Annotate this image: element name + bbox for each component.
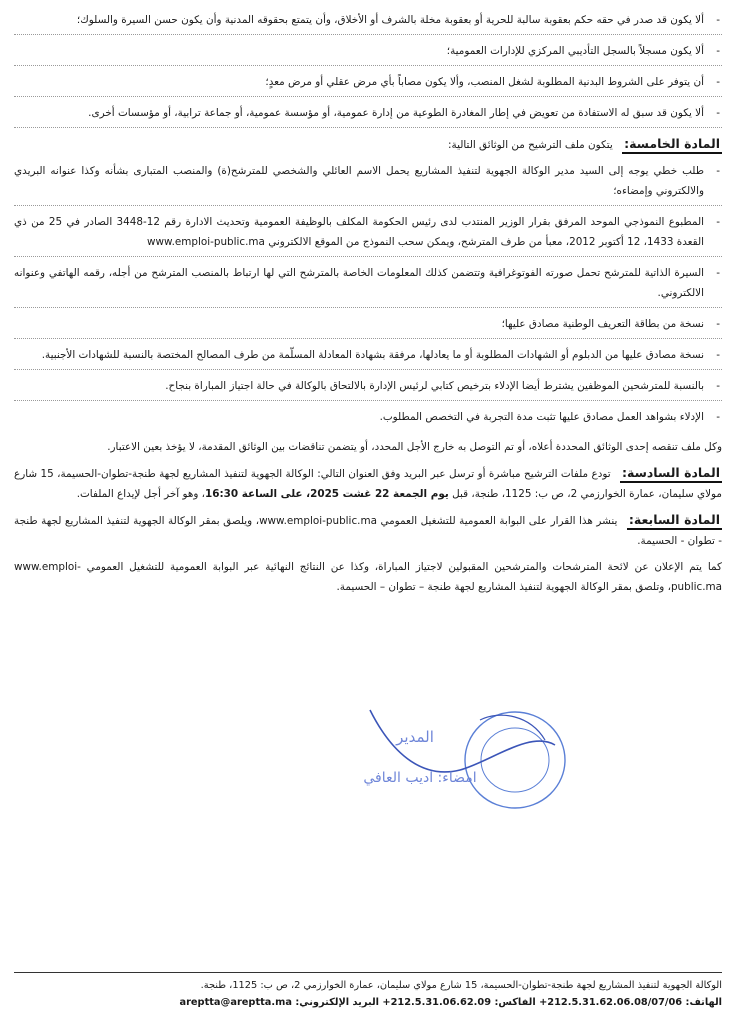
article-5-intro: يتكون ملف الترشيح من الوثائق التالية:	[448, 139, 613, 151]
article-6-deadline: يوم الجمعة 22 غشت 2025، على الساعة 16:30	[205, 488, 449, 500]
article-7-announcement: كما يتم الإعلان عن لائحة المترشحات والمترشحين المقبولين لاجتياز المباراة، وكذا عن النتائج النهائية عبر البوابة العمومية للتشغيل العمومي www.emploi-public.ma، وتلصق بمقر الوكالة الجهوية لتنفيذ المشاريع لجهة طنجة – تطوان – الحسيمة.	[14, 561, 722, 593]
document-list-item: - طلب خطي يوجه إلى السيد مدير الوكالة الجهوية لتنفيذ المشاريع يحمل الاسم العائلي والشخصي للمترشح(ة) والمنصب المتبارى بشأنه وكذا عنوانه البريدي والالكتروني وإمضاءه؛	[14, 161, 722, 206]
article-7-heading: المادة السابعة:	[627, 512, 722, 530]
article-6-heading: المادة السادسة:	[620, 465, 722, 483]
condition-item: - ألا يكون قد سبق له الاستفادة من تعويض في إطار المغادرة الطوعية من إدارة عمومية، أو مؤسسة عمومية، أو جماعة ترابية، أو مؤسسات أخرى.	[14, 103, 722, 128]
signature-stamp-area	[300, 690, 600, 820]
signature-name: امضاء: اديب العافي	[363, 770, 477, 786]
document-list-item: - السيرة الذاتية للمترشح تحمل صورته الفوتوغرافية وتتضمن كذلك المعلومات الخاصة بالمترشح التي لها ارتباط بالمنصب المترشح من أجله، رقمه الهاتفي وعنوانه الالكتروني.	[14, 263, 722, 308]
document-list-item: - نسخة من بطاقة التعريف الوطنية مصادق عليها؛	[14, 314, 722, 339]
article-7-text: ينشر هذا القرار على البوابة العمومية للتشغيل العمومي www.emploi-public.ma، ويلصق بمقر الوكالة الجهوية لتنفيذ المشاريع لجهة طنجة - تطوان - الحسيمة.	[14, 515, 722, 547]
page-footer	[14, 972, 722, 1011]
document-body	[14, 10, 722, 603]
stamp-outer-ring	[465, 712, 565, 808]
document-list-item: - بالنسبة للمترشحين الموظفين يشترط أيضا الإدلاء بترخيص كتابي لرئيس الإدارة بالالتحاق بالوكالة في حالة اجتياز المباراة بنجاح.	[14, 376, 722, 401]
footer-address: الوكالة الجهوية لتنفيذ المشاريع لجهة طنجة-تطوان-الحسيمة، 15 شارع مولاي سليمان، عمارة الخوارزمي 2، ص ب: 1125، طنجة.	[200, 980, 722, 991]
article-6	[14, 463, 722, 504]
condition-item: - أن يتوفر على الشروط البدنية المطلوبة لشغل المنصب، وألا يكون مصاباً بأي مرض عقلي أو مرض معدٍ؛	[14, 72, 722, 97]
signature-title: المدير	[396, 728, 434, 746]
article-7	[14, 510, 722, 551]
article-5-heading: المادة الخامسة:	[622, 136, 722, 154]
document-list-item: - الإدلاء بشواهد العمل مصادق عليها تثبت مدة التجربة في التخصص المطلوب.	[14, 407, 722, 431]
stamp-inner-ring	[481, 728, 549, 792]
article-5	[14, 134, 722, 155]
article-6-text: تودع ملفات الترشيح مباشرة أو ترسل عبر البريد وفق العنوان التالي: الوكالة الجهوية لتنفيذ المشاريع لجهة طنجة-تطوان-الحسيمة، 15 شارع مولاي سليمان، عمارة الخوارزمي 2، ص ب: 1125، طنجة، قبل	[14, 468, 722, 500]
document-list-item: - نسخة مصادق عليها من الدبلوم أو الشهادات المطلوبة أو ما يعادلها، مرفقة بشهادة المعادلة المسلّمة من طرف المصالح المختصة بالنسبة للشهادات الأجنبية.	[14, 345, 722, 370]
condition-item: - ألا يكون قد صدر في حقه حكم بعقوبة سالبة للحرية أو بعقوبة مخلة بالشرف أو الأخلاق، وأن يتمتع بحقوقه المدنية وأن يكون حسن السيرة والسلوك؛	[14, 10, 722, 35]
document-list-item: - المطبوع النموذجي الموحد المرفق بقرار الوزير المنتدب لدى رئيس الحكومة المكلف بالوظيفة العمومية وتحديث الادارة رقم 12-3448 الصادر في 25 من ذي القعدة 1433، 12 أكتوبر 2012، معبأ من طرف المترشح، ويمكن سحب النموذج من الموقع الالكتروني www.emploi-public.ma	[14, 212, 722, 257]
article-5-closing: وكل ملف تنقصه إحدى الوثائق المحددة أعلاه، أو تم التوصل به خارج الأجل المحدد، أو يتضمن تناقضات بين الوثائق المقدمة، لا يؤخذ بعين الاعتبار.	[107, 441, 722, 453]
condition-item: - ألا يكون مسجلاً بالسجل التأديبي المركزي للإدارات العمومية؛	[14, 41, 722, 66]
article-6-text-after: ، وهو آخر أجل لإيداع الملفات.	[76, 488, 206, 500]
footer-contact: الهاتف: 212.5.31.62.06.08/07/06+ الفاكس: 212.5.31.06.62.09+ البريد الإلكتروني: areptta@areptta.ma	[179, 997, 722, 1008]
